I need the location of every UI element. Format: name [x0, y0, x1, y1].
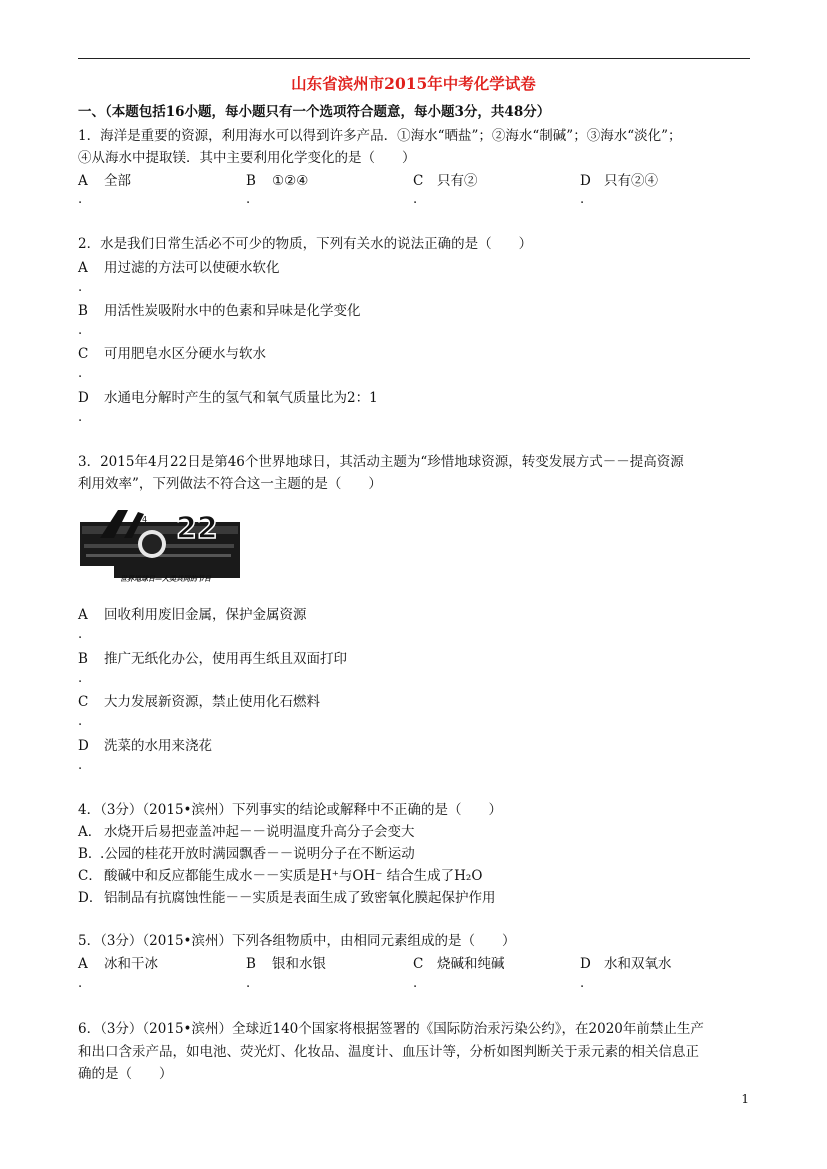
option-letter[interactable]: A — [78, 173, 88, 189]
option-text[interactable]: 全部 — [104, 173, 131, 189]
option-text[interactable]: 银和水银 — [272, 956, 326, 972]
option-text[interactable]: 铝制品有抗腐蚀性能－－实质是表面生成了致密氧化膜起保护作用 — [104, 890, 496, 906]
q3-stem-line1: 3．2015年4月22日是第46个世界地球日，其活动主题为“珍惜地球资源，转变发展方式－－提高资源 — [78, 454, 684, 470]
option-letter[interactable]: D — [580, 173, 591, 189]
option-dot: . — [246, 192, 251, 207]
option-dot: . — [413, 192, 418, 207]
option-letter[interactable]: D — [78, 390, 89, 406]
option-letter[interactable]: C． — [78, 868, 102, 884]
option-letter[interactable]: B． — [78, 846, 102, 862]
earth-day-image — [80, 504, 240, 584]
option-dot: . — [78, 323, 83, 338]
option-text[interactable]: ①②④ — [272, 173, 309, 189]
q6-stem-line2: 和出口含汞产品，如电池、荧光灯、化妆品、温度计、血压计等，分析如图判断关于汞元素的相关信息正 — [78, 1044, 699, 1060]
option-text[interactable]: 洗菜的水用来浇花 — [104, 738, 212, 754]
page-number: 1 — [741, 1092, 749, 1106]
option-text[interactable]: 回收利用废旧金属，保护金属资源 — [104, 607, 307, 623]
option-dot: . — [78, 976, 83, 991]
option-letter[interactable]: C — [78, 694, 89, 710]
option-dot: . — [78, 714, 83, 729]
option-dot: . — [246, 976, 251, 991]
option-dot: . — [78, 192, 83, 207]
option-dot: . — [413, 976, 418, 991]
option-text[interactable]: 水通电分解时产生的氢气和氧气质量比为2：1 — [104, 390, 378, 406]
option-letter[interactable]: B — [78, 651, 88, 667]
option-letter[interactable]: D — [78, 738, 89, 754]
option-dot: . — [78, 280, 83, 295]
q3-stem-line2: 利用效率”，下列做法不符合这一主题的是（ ） — [78, 476, 382, 492]
option-dot: . — [78, 366, 83, 381]
option-text[interactable]: 用过滤的方法可以使硬水软化 — [104, 260, 280, 276]
q2-stem: 2．水是我们日常生活必不可少的物质，下列有关水的说法正确的是（ ） — [78, 236, 533, 252]
page-title: 山东省滨州市2015年中考化学试卷 — [291, 74, 536, 93]
option-dot: . — [78, 627, 83, 642]
option-letter[interactable]: A — [78, 956, 88, 972]
option-text[interactable]: 酸碱中和反应都能生成水－－实质是H⁺与OH⁻ 结合生成了H₂O — [104, 868, 483, 884]
option-dot: . — [78, 758, 83, 773]
option-text[interactable]: 烧碱和纯碱 — [437, 956, 505, 972]
image-caption: 世界地球日—人类共同的节日 — [120, 574, 211, 583]
option-letter[interactable]: D — [580, 956, 591, 972]
q1-stem-line1: 1．海洋是重要的资源，利用海水可以得到许多产品．①海水“晒盐”；②海水“制碱”；③海水“淡化”； — [78, 128, 682, 144]
option-text[interactable]: 大力发展新资源，禁止使用化石燃料 — [104, 694, 320, 710]
section-heading: 一、（本题包括16小题，每小题只有一个选项符合题意，每小题3分，共48分） — [78, 104, 551, 120]
q5-stem: 5．（3分）（2015•滨州）下列各组物质中，由相同元素组成的是（ ） — [78, 933, 516, 949]
option-letter[interactable]: A — [78, 607, 88, 623]
option-letter[interactable]: A． — [78, 824, 102, 840]
q6-stem-line1: 6．（3分）（2015•滨州）全球近140个国家将根据签署的《国际防治汞污染公约》，在2020年前禁止生产 — [78, 1021, 704, 1037]
option-letter[interactable]: C — [413, 956, 424, 972]
option-letter[interactable]: C — [413, 173, 424, 189]
q1-stem-line2: ④从海水中提取镁．其中主要利用化学变化的是（ ） — [78, 150, 416, 166]
svg-text:22: 22 — [176, 511, 218, 546]
option-text[interactable]: 水烧开后易把壶盖冲起－－说明温度升高分子会变大 — [104, 824, 415, 840]
option-letter[interactable]: D． — [78, 890, 103, 906]
option-dot: . — [78, 410, 83, 425]
option-text[interactable]: 可用肥皂水区分硬水与软水 — [104, 346, 266, 362]
q4-stem: 4．（3分）（2015•滨州）下列事实的结论或解释中不正确的是（ ） — [78, 802, 502, 818]
q6-stem-line3: 确的是（ ） — [78, 1066, 173, 1082]
option-text[interactable]: 只有②④ — [604, 173, 658, 189]
svg-text:4: 4 — [142, 515, 148, 524]
earth-day-poster-icon — [80, 504, 240, 584]
option-text[interactable]: 推广无纸化办公，使用再生纸且双面打印 — [104, 651, 347, 667]
option-dot: . — [580, 976, 585, 991]
option-text[interactable]: 只有② — [437, 173, 478, 189]
option-letter[interactable]: B — [246, 956, 256, 972]
option-text[interactable]: 冰和干冰 — [104, 956, 158, 972]
header-rule — [78, 58, 750, 59]
option-dot: . — [580, 192, 585, 207]
option-text[interactable]: 水和双氧水 — [604, 956, 672, 972]
option-letter[interactable]: A — [78, 260, 88, 276]
option-dot: . — [78, 671, 83, 686]
option-letter[interactable]: B — [246, 173, 256, 189]
option-letter[interactable]: C — [78, 346, 89, 362]
option-text[interactable]: .公园的桂花开放时满园飘香－－说明分子在不断运动 — [100, 846, 415, 862]
option-letter[interactable]: B — [78, 303, 88, 319]
option-text[interactable]: 用活性炭吸附水中的色素和异味是化学变化 — [104, 303, 361, 319]
